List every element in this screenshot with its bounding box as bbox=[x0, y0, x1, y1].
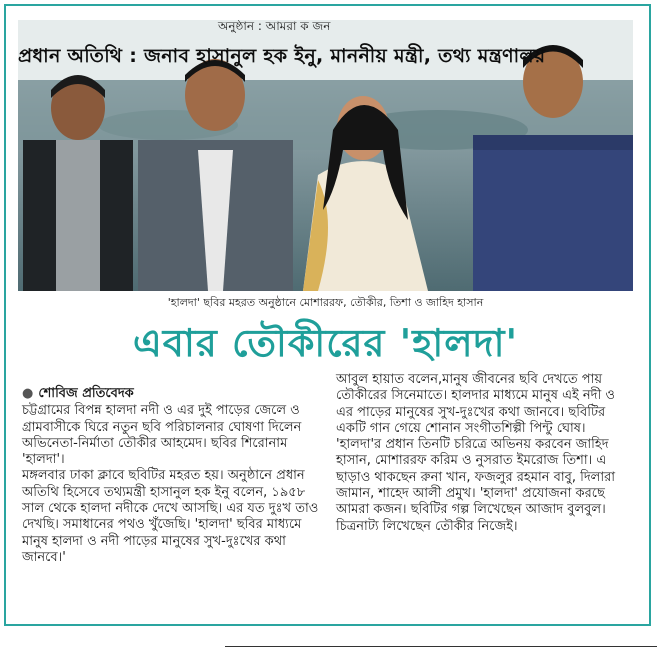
news-photo bbox=[18, 20, 633, 291]
paragraph: আবুল হায়াত বলেন,মানুষ জীবনের ছবি দেখতে পায় তৌকীরের সিনেমাতে। হালদার মাধ্যমে মানুষ এই নদী ও এর পাড়ের মানুষের সুখ-দুঃখের কথা জানবে। ছবিটির একটি গান গেয়ে শোনান সংগীতশিল্পী পিন্টু ঘোষ। bbox=[336, 372, 615, 436]
bullet-icon: ● bbox=[22, 386, 34, 401]
paragraph: চট্টগ্রামের বিপন্ন হালদা নদী ও এর দুই পাড়ের জেলে ও গ্রামবাসীকে ঘিরে নতুন ছবি পরিচালনার ঘোষণা দিলেন অভিনেতা-নির্মাতা তৌকীর আহমেদ। ছবির শিরোনাম 'হালদা'। bbox=[22, 403, 302, 468]
paragraph: মঙ্গলবার ঢাকা ক্লাবে ছবিটির মহরত হয়। অনুষ্ঠানে প্রধান অতিথি হিসেবে তথ্যমন্ত্রী হাসানুল হক ইনু বলেন, ১৯৫৮ সাল থেকে হালদা নদীকে দেখে আসছি। এর যত দুঃখ তাও দেখছি। সমাধানের পথও খুঁজেছি। 'হালদা' ছবির মাধ্যমে মানুষ হালদা ও নদী পাড়ের মানুষের সুখ-দুঃখের কথা জানবে।' bbox=[22, 468, 319, 565]
banner-text: প্রধান অতিথি : জনাব হাসানুল হক ইনু, মাননীয় মন্ত্রী, তথ্য মন্ত্রণালয় bbox=[18, 45, 546, 67]
photo-caption: 'হালদা' ছবির মহরত অনুষ্ঠানে মোশাররফ, তৌকীর, তিশা ও জাহিদ হাসান bbox=[167, 296, 484, 309]
article-column-right bbox=[336, 372, 632, 535]
headline: এবার তৌকীরের 'হালদা' bbox=[132, 321, 519, 365]
byline bbox=[22, 386, 322, 402]
byline-text: শোবিজ প্রতিবেদক bbox=[38, 386, 134, 401]
article-column-left bbox=[22, 386, 322, 566]
paragraph: 'হালদা'র প্রধান তিনটি চরিত্রে অভিনয় করবেন জাহিদ হাসান, মোশাররফ করিম ও নুসরাত ইমরোজ তিশা। এ ছাড়াও থাকছেন রুনা খান, ফজলুর রহমান বাবু, দিলারা জামান, শাহেদ আলী প্রমুখ। 'হালদা' প্রযোজনা করছে আমরা কজন। ছবিটির গল্প লিখেছেন আজাদ বুলবুল। চিত্রনাট্য লিখেছেন তৌকীর নিজেই। bbox=[336, 437, 616, 534]
bottom-rule bbox=[225, 646, 657, 647]
banner-top-text: অনুষ্ঠান : আমরা ক জন bbox=[218, 20, 331, 33]
